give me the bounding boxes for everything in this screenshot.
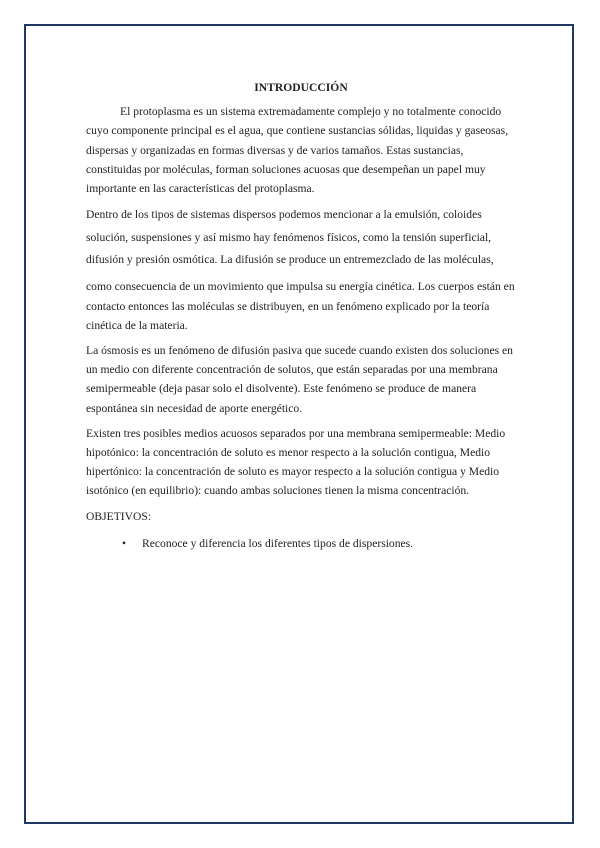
paragraph-protoplasm: El protoplasma es un sistema extremadamente complejo y no totalmente conocido cuyo componente principal es el agua, que contiene sustancias sólidas, liquidas y gaseosas, dispersas y organizadas en formas diversas y de varios tamaños. Estas sustancias, constituidas por moléculas, forman soluciones acuosas que desempeñan un papel muy importante en las características del protoplasma. [86,105,509,196]
document-body [86,78,516,553]
objective-text: Reconoce y diferencia los diferentes tipos de dispersiones. [142,536,414,550]
document-title: INTRODUCCIÓN [254,81,348,94]
paragraph-osmosis: La ósmosis es un fenómeno de difusión pasiva que sucede cuando existen dos soluciones en un medio con diferente concentración de solutos, que están separadas por una membrana semipermeable (deja pasar solo el disolvente). Este fenómeno se produce de manera espontánea sin necesidad de aporte energético. [86,344,513,415]
objectives-heading: OBJETIVOS: [86,509,152,523]
objective-item [120,534,516,553]
objectives-list [86,534,516,553]
bullet-icon: • [122,536,127,550]
paragraph-disperse-systems: Dentro de los tipos de sistemas dispersos podemos mencionar a la emulsión, coloides solución, suspensiones y así mismo hay fenómenos físicos, como la tensión superficial, difusión y presión osmótica. La difusión se produce un entremezclado de las moléculas, [86,208,494,267]
paragraph-diffusion: como consecuencia de un movimiento que impulsa su energía cinética. Los cuerpos están en contacto entonces las moléculas se distribuyen, en un fenómeno explicado por la teoría cinética de la materia. [86,280,515,332]
paragraph-aqueous-media: Existen tres posibles medios acuosos separados por una membrana semipermeable: Medio hipotónico: la concentración de soluto es menor respecto a la solución contigua, Medio hipertónico: la concentración de soluto es mayor respecto a la solución contigua y Medio isotónico (en equilibrio): cuando ambas soluciones tienen la misma concentración. [86,426,506,498]
